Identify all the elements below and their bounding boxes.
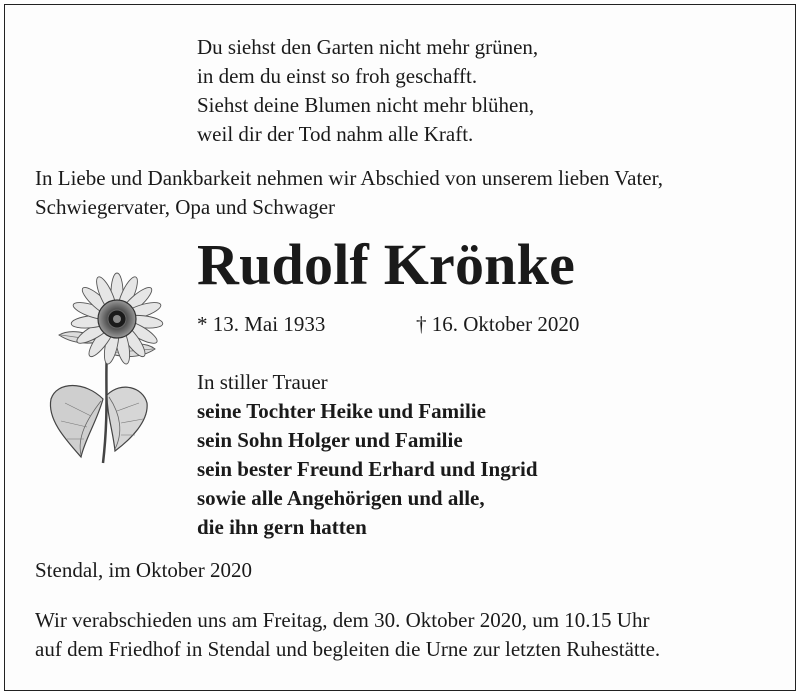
mourner-line-2: sein Sohn Holger und Familie	[197, 428, 463, 452]
mourner-line-3: sein bester Freund Erhard und Ingrid	[197, 457, 538, 481]
poem-line-3: Siehst deine Blumen nicht mehr blühen,	[197, 93, 535, 117]
death-date: † 16. Oktober 2020	[416, 312, 580, 336]
obituary-notice	[4, 4, 796, 691]
deceased-name: Rudolf Krönke	[197, 232, 576, 297]
mourner-line-4: sowie alle Angehörigen und alle,	[197, 486, 485, 510]
mourning-label: In stiller Trauer	[197, 370, 328, 394]
sunflower-icon	[35, 271, 190, 466]
mourner-line-1: seine Tochter Heike und Familie	[197, 399, 486, 423]
poem-line-2: in dem du einst so froh geschafft.	[197, 64, 478, 88]
birth-date: * 13. Mai 1933	[197, 312, 326, 336]
funeral-line-1: Wir verabschieden uns am Freitag, dem 30. Oktober 2020, um 10.15 Uhr	[35, 608, 650, 632]
intro-line-2: Schwiegervater, Opa und Schwager	[35, 195, 336, 219]
mourner-line-5: die ihn gern hatten	[197, 515, 367, 539]
funeral-line-2: auf dem Friedhof in Stendal und begleiten die Urne zur letzten Ruhestätte.	[35, 637, 661, 661]
poem-line-1: Du siehst den Garten nicht mehr grünen,	[197, 35, 539, 59]
intro-line-1: In Liebe und Dankbarkeit nehmen wir Abschied von unserem lieben Vater,	[35, 166, 664, 190]
place-date: Stendal, im Oktober 2020	[35, 558, 252, 582]
poem-line-4: weil dir der Tod nahm alle Kraft.	[197, 122, 474, 146]
